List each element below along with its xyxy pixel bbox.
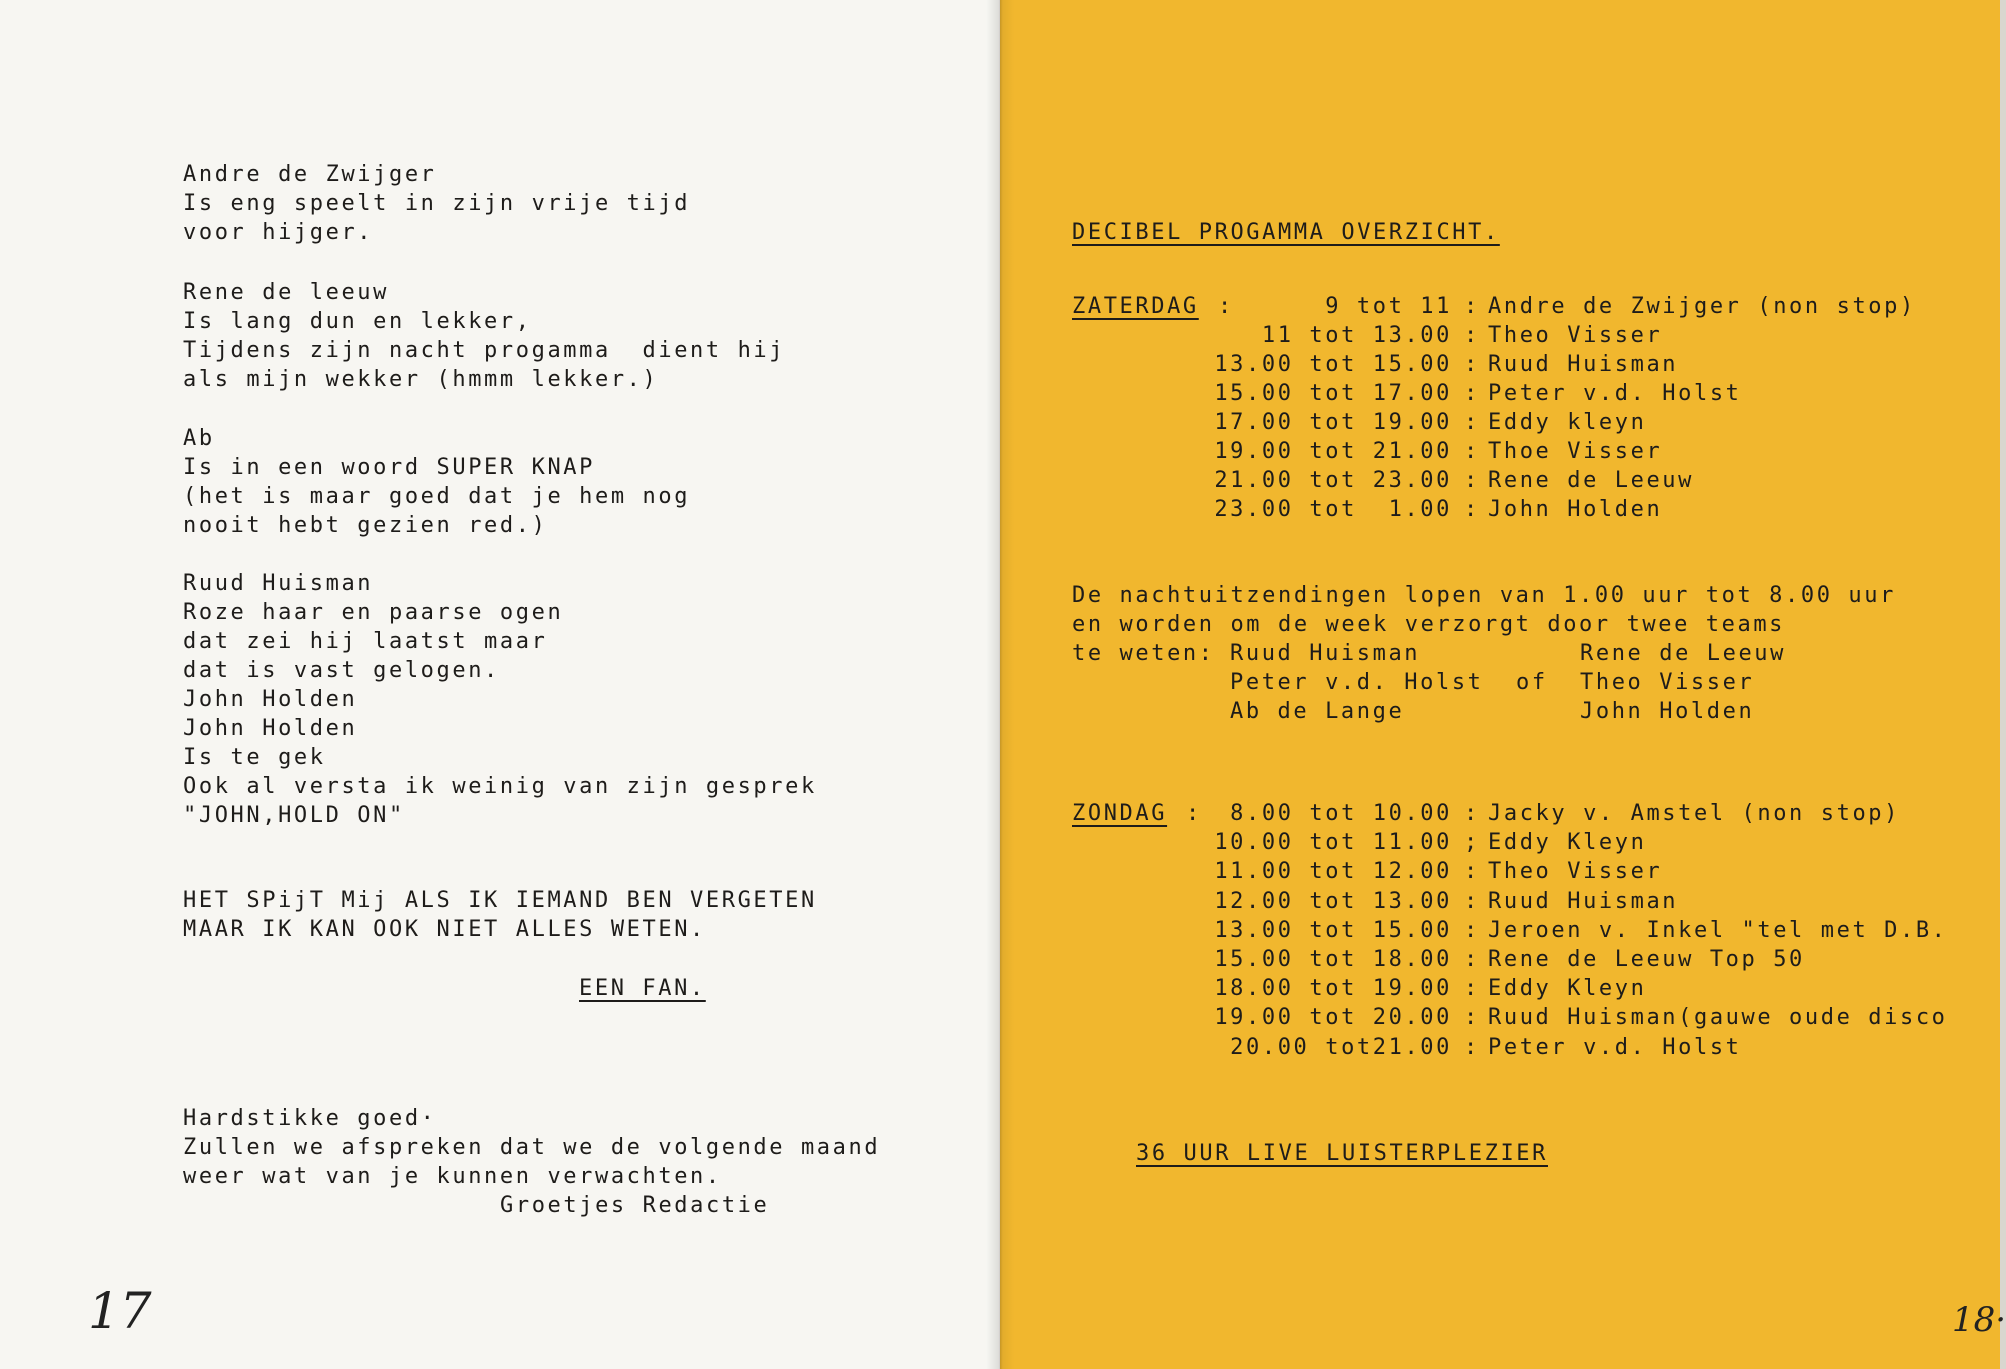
schedule-title: DECIBEL PROGAMMA OVERZICHT. <box>1072 220 1500 245</box>
slot-host: Ruud Huisman <box>1488 352 1679 377</box>
slot-time: 20.00 tot21.00 <box>1230 1034 1452 1060</box>
slot-separator: : <box>1464 888 1480 914</box>
editor-reply: Hardstikke goed· Zullen we afspreken dat we de volgende maand weer wat van je kunnen verwachten. <box>183 1106 881 1189</box>
team-b: Rene de Leeuw Theo Visser John Holden <box>1580 641 1786 724</box>
slot-host: Eddy kleyn <box>1488 410 1647 435</box>
slot-host: Peter v.d. Holst <box>1488 381 1742 406</box>
slot-separator: : <box>1464 1034 1480 1060</box>
slot-separator: : <box>1464 410 1480 435</box>
slot-time: 13.00 tot 15.00 <box>1214 917 1452 943</box>
slot-host: Thoe Visser <box>1488 439 1663 464</box>
poem-ab: Ab Is in een woord SUPER KNAP (het is maar goed dat je hem nog nooit hebt gezien red.) <box>183 426 691 538</box>
apology-text: HET SPijT Mij ALS IK IEMAND BEN VERGETEN MAAR IK KAN OOK NIET ALLES WETEN. <box>183 888 817 942</box>
book-gutter <box>986 0 1014 1369</box>
slot-host: Rene de Leeuw Top 50 <box>1488 947 1805 972</box>
slot-time: 15.00 tot 17.00 <box>1214 381 1452 406</box>
sunday-label: ZONDAG <box>1072 801 1168 826</box>
slot-host: Eddy Kleyn <box>1488 830 1647 856</box>
right-page <box>1000 0 2006 1369</box>
slot-time: 19.00 tot 21.00 <box>1214 439 1452 464</box>
poem-andre: Andre de Zwijger Is eng speelt in zijn vrije tijd voor hijger. <box>183 162 691 245</box>
slot-host: Theo Visser <box>1488 859 1663 885</box>
slot-time: 8.00 tot 10.00 <box>1230 801 1452 826</box>
page-number-right: 18· <box>1952 1300 2006 1340</box>
slot-separator: : <box>1464 294 1480 319</box>
slot-host: Ruud Huisman(gauwe oude disco <box>1488 1005 1948 1031</box>
slot-separator: : <box>1464 468 1480 493</box>
slot-host: Peter v.d. Holst <box>1488 1034 1742 1060</box>
slot-host: Jeroen v. Inkel "tel met D.B. <box>1488 917 1948 943</box>
fan-signature: EEN FAN. <box>579 976 706 1001</box>
slot-host: Theo Visser <box>1488 323 1663 348</box>
saturday-colon: : <box>1218 294 1234 319</box>
slot-separator: : <box>1464 917 1480 943</box>
slot-host: Jacky v. Amstel (non stop) <box>1488 801 1900 826</box>
slot-time: 11.00 tot 12.00 <box>1214 859 1452 885</box>
slot-time: 11 tot 13.00 <box>1261 323 1452 348</box>
slot-separator: : <box>1464 352 1480 377</box>
slot-host: Ruud Huisman <box>1488 888 1679 914</box>
slot-host: Andre de Zwijger (non stop) <box>1488 294 1916 319</box>
slot-time: 17.00 tot 19.00 <box>1214 410 1452 435</box>
team-a: Ruud Huisman Peter v.d. Holst Ab de Lange <box>1230 641 1484 724</box>
team-or: of <box>1516 670 1548 695</box>
poem-john: John Holden John Holden Is te gek Ook al versta ik weinig van zijn gesprek "JOHN,HOLD ON" <box>183 687 817 828</box>
slot-separator: : <box>1464 497 1480 522</box>
sunday-colon: : <box>1186 801 1202 826</box>
slot-separator: ; <box>1464 830 1480 856</box>
slot-separator: : <box>1464 947 1480 972</box>
slot-separator: : <box>1464 859 1480 885</box>
slot-separator: : <box>1464 323 1480 348</box>
slot-host: John Holden <box>1488 497 1663 522</box>
slot-separator: : <box>1464 976 1480 1002</box>
page-number-left: 17 <box>88 1282 152 1340</box>
slot-time: 10.00 tot 11.00 <box>1214 830 1452 856</box>
slot-time: 23.00 tot 1.00 <box>1214 497 1452 522</box>
slot-time: 13.00 tot 15.00 <box>1214 352 1452 377</box>
slot-time: 15.00 tot 18.00 <box>1214 947 1452 972</box>
slot-time: 19.00 tot 20.00 <box>1214 1005 1452 1031</box>
slot-time: 9 tot 11 <box>1325 294 1452 319</box>
poem-rene: Rene de leeuw Is lang dun en lekker, Tijdens zijn nacht progamma dient hij als mijn wekker (hmmm lekker.) <box>183 280 786 392</box>
slot-separator: : <box>1464 439 1480 464</box>
slot-separator: : <box>1464 1005 1480 1031</box>
footer-slogan: 36 UUR LIVE LUISTERPLEZIER <box>1136 1141 1548 1166</box>
slot-host: Eddy Kleyn <box>1488 976 1647 1002</box>
slot-time: 21.00 tot 23.00 <box>1214 468 1452 493</box>
saturday-label: ZATERDAG <box>1072 294 1199 319</box>
slot-host: Rene de Leeuw <box>1488 468 1694 493</box>
slot-separator: : <box>1464 381 1480 406</box>
poem-ruud: Ruud Huisman Roze haar en paarse ogen dat zei hij laatst maar dat is vast gelogen. <box>183 571 564 683</box>
left-page <box>0 0 1000 1369</box>
slot-time: 12.00 tot 13.00 <box>1214 888 1452 914</box>
slot-time: 18.00 tot 19.00 <box>1214 976 1452 1002</box>
slot-separator: : <box>1464 801 1480 826</box>
editor-signature: Groetjes Redactie <box>500 1193 770 1218</box>
teams-label: te weten: <box>1072 641 1215 666</box>
night-intro: De nachtuitzendingen lopen van 1.00 uur tot 8.00 uur en worden om de week verzorgt door twee teams <box>1072 583 1896 637</box>
